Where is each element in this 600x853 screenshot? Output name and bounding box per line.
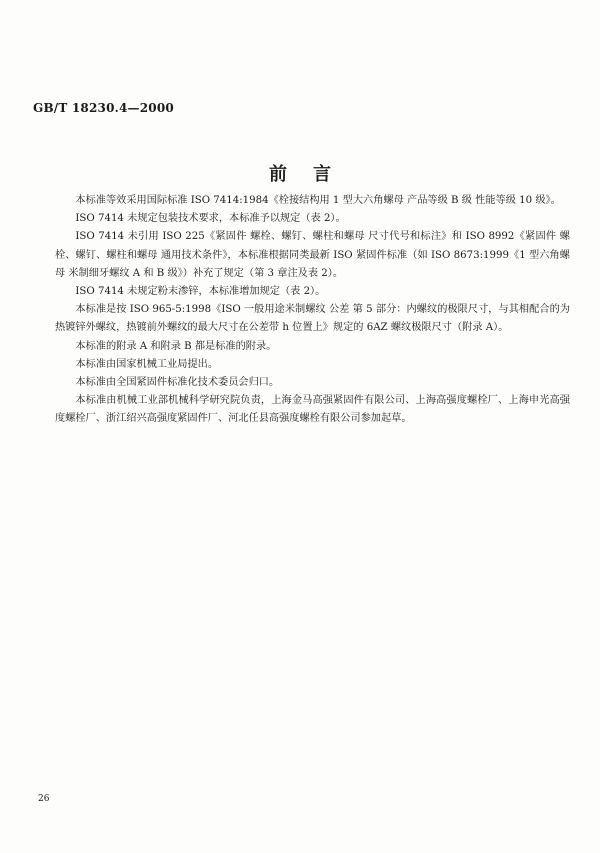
paragraph-packaging: ISO 7414 未规定包装技术要求，本标准予以规定（表 2）。 [75, 213, 346, 225]
paragraph-adoption: 本标准等效采用国际标准 ISO 7414:1984《栓接结构用 1 型大六角螺母 产品等级 B 级 性能等级 10 级》。 [75, 195, 561, 206]
paragraph-proposed-by: 本标准由国家机械工业局提出。 [75, 358, 219, 370]
paragraph-administered-by: 本标准由全国紧固件标准化技术委员会归口。 [75, 377, 280, 389]
standard-code: GB/T 18230.4—2000 [33, 101, 174, 115]
page-number: 26 [38, 794, 50, 804]
foreword-body [55, 192, 570, 429]
paragraph-thread-limits: 本标准是按 ISO 965-5:1998《ISO 一般用途米制螺纹 公差 第 5 部分：内螺纹的极限尺寸，与其相配合的为热镀锌外螺纹，热镀前外螺纹的最大尺寸在公差带 h 位置上》规定的 6AZ 螺纹极限尺寸（附录 A）。 [55, 304, 570, 334]
page-title: 前言 [269, 164, 357, 185]
paragraph-appendices: 本标准的附录 A 和附录 B 都是标准的附录。 [75, 340, 277, 352]
paragraph-references: ISO 7414 未引用 ISO 225《紧固件 螺栓、螺钉、螺柱和螺母 尺寸代号和标注》和 ISO 8992《紧固件 螺栓、螺钉、螺柱和螺母 通用技术条件》，本标准根据同类最新 ISO 紧固件标准（如 ISO 8673:1999《1 型六角螺母 米制细牙螺纹 A 和 B 级》）补充了规定（第 3 章注及表 2）。 [55, 231, 570, 279]
paragraph-sherardizing: ISO 7414 未规定粉末渗锌，本标准增加规定（表 2）。 [75, 286, 326, 298]
paragraph-drafters: 本标准由机械工业部机械科学研究院负责，上海金马高强紧固件有限公司、上海高强度螺栓厂、上海申光高强度螺栓厂、浙江绍兴高强度紧固件厂、河北任县高强度螺栓有限公司参加起草。 [55, 395, 570, 425]
